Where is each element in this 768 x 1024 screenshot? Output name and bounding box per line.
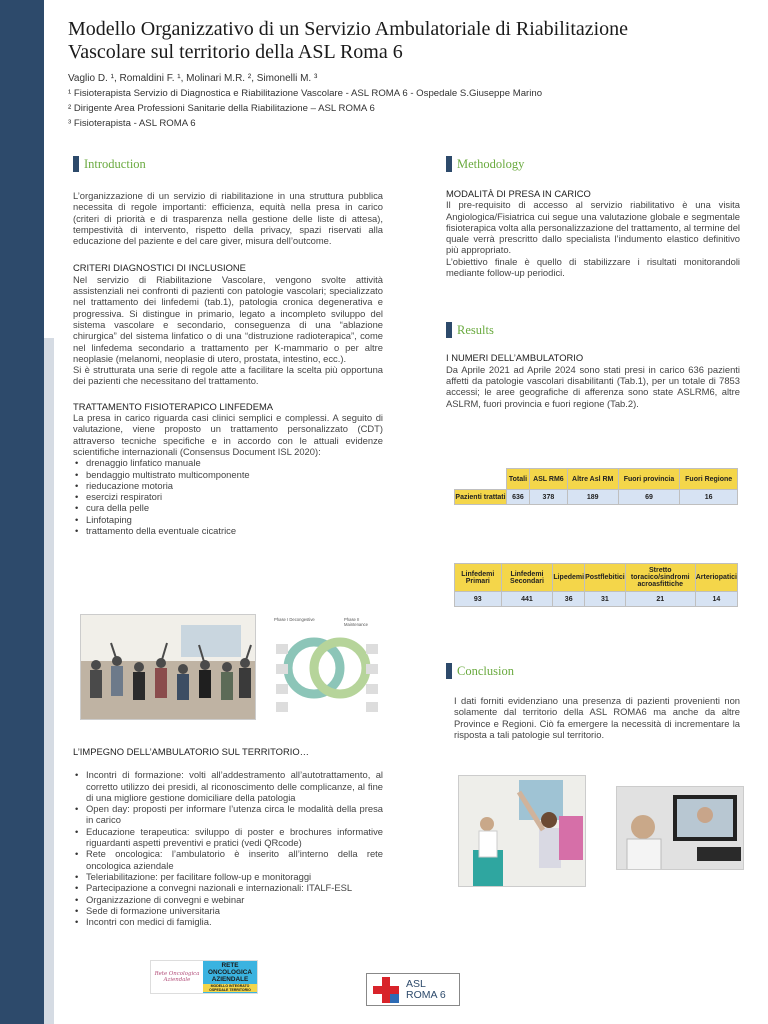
table-cell: Stretto toracico/sindromi acroasfittiche bbox=[625, 564, 695, 592]
list-item: • esercizi respiratori bbox=[73, 491, 383, 502]
asl-logo-text bbox=[406, 979, 446, 1001]
table-header-row bbox=[455, 564, 738, 592]
table-cell: 36 bbox=[553, 592, 585, 607]
rete-logo-block bbox=[203, 961, 257, 993]
rete-oncologica-logo bbox=[150, 960, 258, 994]
conclusion-heading bbox=[446, 663, 740, 679]
table-cell: Postflebitici bbox=[585, 564, 626, 592]
table-cell: Linfedemi Secondari bbox=[501, 564, 553, 592]
list-item: • Partecipazione a convegni nazionali e internazionali: ITALF-ESL bbox=[73, 882, 383, 893]
table-cell: 16 bbox=[680, 490, 738, 505]
results-sub: I NUMERI DELL’AMBULATORIO bbox=[446, 352, 584, 364]
poster-header bbox=[68, 18, 758, 129]
impegno-list bbox=[73, 769, 383, 927]
list-item: • Teleriabilitazione: per facilitare follow-up e monitoraggi bbox=[73, 871, 383, 882]
table-cell: ASL RM6 bbox=[529, 469, 567, 490]
table-row bbox=[455, 490, 738, 505]
list-item: • Incontri con medici di famiglia. bbox=[73, 916, 383, 927]
red-cross-icon bbox=[373, 977, 399, 1003]
list-item: • cura della pelle bbox=[73, 502, 383, 513]
conclusion-title: Conclusion bbox=[457, 663, 514, 678]
trattamento-text: La presa in carico riguarda casi clinici semplici e complessi. A seguito di valutazione, viene proposto un trattamento personalizzato (CDT) attraverso tecniche specifiche e in accordo con le attuali evidenze scientifiche internazionali (Consensus Document ISL 2020): bbox=[73, 412, 383, 457]
asl-roma6-logo bbox=[366, 973, 460, 1006]
right-column bbox=[446, 156, 740, 409]
patient-exercise-photo bbox=[458, 775, 586, 887]
table-cell: Fuori provincia bbox=[618, 469, 680, 490]
list-item: • bendaggio multistrato multicomponente bbox=[73, 469, 383, 480]
table-cell: Pazienti trattati bbox=[455, 490, 507, 505]
asl-logo-line1: ASL bbox=[406, 977, 426, 990]
methodology-text: Il pre-requisito di accesso al servizio riabilitativo è una visita Angiologica/Fisiatrica cui segue una valutazione globale e segmentale fisioterapica volta alla personalizzazione del trattamento, al termine del quale verrà prescritto dallo specialista l’indumento elastico definitivo più appropriato. bbox=[446, 199, 740, 256]
table-cell: 441 bbox=[501, 592, 553, 607]
trattamento-heading: TRATTAMENTO FISIOTERAPICO LINFEDEMA bbox=[73, 400, 274, 412]
list-item: • trattamento della eventuale cicatrice bbox=[73, 525, 383, 536]
authors: Vaglio D. ¹, Romaldini F. ¹, Molinari M.R. ², Simonelli M. ³ bbox=[68, 73, 318, 84]
methodology-text-2: L’obiettivo finale è quello di stabilizzare i risultati monitorandoli mediante follow-up periodici. bbox=[446, 255, 740, 279]
table-row bbox=[455, 592, 738, 607]
table-header-row bbox=[455, 469, 738, 490]
table-cell bbox=[455, 469, 507, 490]
list-item: • Rete oncologica: l’ambulatorio è inserito all’interno della rete oncologica aziendale bbox=[73, 848, 383, 871]
methodology-title: Methodology bbox=[457, 156, 525, 171]
table-cell: 93 bbox=[455, 592, 502, 607]
methodology-heading bbox=[446, 156, 740, 172]
table-cell: Arteriopatici bbox=[695, 564, 737, 592]
section-marker bbox=[446, 156, 452, 172]
list-item: • drenaggio linfatico manuale bbox=[73, 457, 383, 468]
group-therapy-photo bbox=[80, 614, 256, 720]
table-cell: Fuori Regione bbox=[680, 469, 738, 490]
title-line-2: Vascolare sul territorio della ASL Roma 6 bbox=[68, 41, 403, 63]
table-cell: Linfedemi Primari bbox=[455, 564, 502, 592]
table-cell: 636 bbox=[507, 490, 530, 505]
table-cell: Lipedemi bbox=[553, 564, 585, 592]
rete-logo-line2: ONCOLOGICA bbox=[207, 968, 253, 976]
list-item: • Organizzazione di convegni e webinar bbox=[73, 894, 383, 905]
methodology-sub: MODALITÀ DI PRESA IN CARICO bbox=[446, 188, 591, 199]
conclusion-text: I dati forniti evidenziano una presenza di pazienti provenienti non solamente dal territorio della ASL ROMA6 ma anche da altre Province e Regioni. Ciò fa emergere la necessità di incrementare la risposta a tali patologie sul territorio. bbox=[454, 695, 740, 740]
title-line-1: Modello Organizzativo di un Servizio Ambulatoriale di Riabilitazione bbox=[68, 18, 629, 40]
cdt-phase-diagram bbox=[272, 614, 382, 720]
list-item: • Educazione terapeutica: sviluppo di poster e brochures informative riguardanti aspetti preventivi e pratici (vedi QRcode) bbox=[73, 826, 383, 849]
impegno-heading: L’IMPEGNO DELL’AMBULATORIO SUL TERRITORIO… bbox=[73, 746, 309, 757]
list-item: • Linfotaping bbox=[73, 514, 383, 525]
list-item: • Sede di formazione universitaria bbox=[73, 905, 383, 916]
section-marker bbox=[446, 663, 452, 679]
results-title: Results bbox=[457, 322, 494, 337]
table-cell: 14 bbox=[695, 592, 737, 607]
left-accent-bar bbox=[44, 338, 54, 1024]
affiliation-2: ² Dirigente Area Professioni Sanitarie della Riabilitazione – ASL ROMA 6 bbox=[68, 103, 375, 114]
section-marker bbox=[73, 156, 79, 172]
introduction-text: L’organizzazione di un servizio di riabilitazione in una struttura pubblica necessita di regole importanti: efficienza, equità nella presa in carico (criteri di priorità e di trasparenza nella gestione delle liste di attesa), tempestività di intervento, rispetto della privacy, spazi riservati alla educazione del paziente e del care giver, misura dell’outcome. bbox=[73, 190, 383, 247]
left-color-bar bbox=[0, 0, 44, 1024]
trattamento-list bbox=[73, 457, 383, 536]
rete-logo-line1: RETE bbox=[221, 962, 239, 969]
introduction-title: Introduction bbox=[84, 156, 146, 171]
list-item: • Incontri di formazione: volti all’addestramento all’autotrattamento, al corretto utilizzo dei presidi, al riconoscimento delle complicanze, al fine di una migliore gestione domiciliare della patologia bbox=[73, 769, 383, 803]
rete-logo-line4: MODELLO INTEGRATO OSPEDALE TERRITORIO bbox=[203, 984, 257, 992]
affiliation-3: ³ Fisioterapista - ASL ROMA 6 bbox=[68, 118, 196, 129]
criteri-text-2: Si è strutturata una serie di regole atte a facilitare la scelta più opportuna dei pazienti che necessitano del trattamento. bbox=[73, 364, 383, 387]
table-cell: 21 bbox=[625, 592, 695, 607]
results-heading bbox=[446, 322, 740, 338]
table-cell: 378 bbox=[529, 490, 567, 505]
phase-1-label: Phase I Decongestive bbox=[274, 617, 315, 622]
affiliation-1: ¹ Fisioterapista Servizio di Diagnostica e Riabilitazione Vascolare - ASL ROMA 6 - Ospedale S.Giuseppe Marino bbox=[68, 88, 543, 99]
criteri-text: Nel servizio di Riabilitazione Vascolare, vengono svolte attività assistenziali nei confronti di pazienti con patologie vascolari; specializzato nel trattamento dei linfedemi (tab.1), patologia cronica degenerativa e progressiva. Si distingue in primario, legato a incompleto sviluppo del sistema vascolare e secondario, conseguenza di una “ablazione chirurgica” del sistema linfatico o di una “distruzione radioterapica”, come nel linfedema secondario a trattamento per K-mammario o per altre neoplasie (melanomi, neoplasie di utero, prostata, intestino, ecc.). bbox=[73, 273, 383, 364]
conclusion-section bbox=[446, 663, 740, 740]
table-cell: 31 bbox=[585, 592, 626, 607]
telerehabilitation-photo bbox=[616, 786, 744, 870]
table-2 bbox=[454, 563, 738, 607]
criteri-heading: CRITERI DIAGNOSTICI DI INCLUSIONE bbox=[73, 262, 246, 274]
impegno-section bbox=[73, 746, 383, 927]
asl-logo-line2: ROMA 6 bbox=[406, 988, 446, 1001]
rete-logo-script: Rete Oncologica Aziendale bbox=[151, 961, 203, 993]
table-cell: 69 bbox=[618, 490, 680, 505]
rete-logo-line3: AZIENDALE bbox=[211, 975, 249, 983]
list-item: • Open day: proposti per informare l’utenza circa le modalità della presa in carico bbox=[73, 803, 383, 826]
poster-title bbox=[68, 18, 758, 64]
list-item: • rieducazione motoria bbox=[73, 480, 383, 491]
table-cell: Totali bbox=[507, 469, 530, 490]
introduction-heading bbox=[73, 156, 383, 172]
left-column bbox=[73, 156, 383, 536]
table-cell: Altre Asl RM bbox=[567, 469, 618, 490]
phase-2-label: Phase II Maintenance bbox=[344, 617, 368, 627]
table-1 bbox=[454, 468, 738, 505]
results-text: Da Aprile 2021 ad Aprile 2024 sono stati presi in carico 636 pazienti affetti da patologie vascolari disabilitanti (Tab.1), per un totale di 7853 accessi; le aree geografiche di afferenza sono state ASLRM6, altre ASLRM, fuori provincia e fuori regione (Tab.2). bbox=[446, 363, 740, 409]
table-cell: 189 bbox=[567, 490, 618, 505]
section-marker bbox=[446, 322, 452, 338]
